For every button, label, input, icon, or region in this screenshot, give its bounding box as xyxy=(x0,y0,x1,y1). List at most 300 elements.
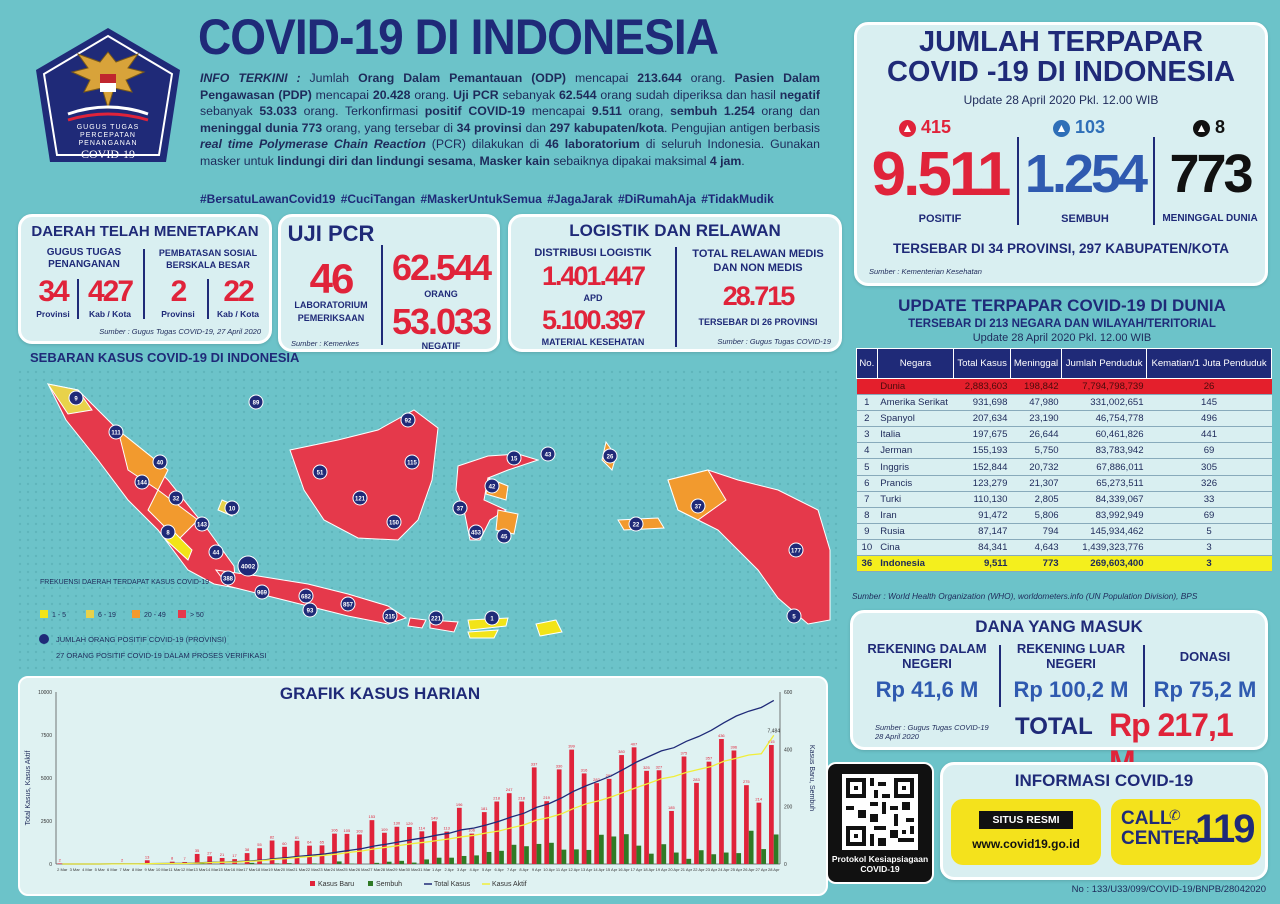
bar-sembuh xyxy=(387,862,392,864)
table-cell: 46,754,778 xyxy=(1062,411,1147,427)
legend-label: 6 - 19 xyxy=(98,612,116,619)
legend-label: 20 - 49 xyxy=(144,612,166,619)
table-cell: 7 xyxy=(857,491,878,507)
y-axis-label-right: Kasus Baru, Sembuh xyxy=(808,744,815,812)
province-dot-label: 26 xyxy=(606,454,614,461)
bar-kasus-baru xyxy=(769,745,774,864)
bar-sembuh xyxy=(624,834,629,864)
table-cell: 145,934,462 xyxy=(1062,523,1147,539)
info-text: orang dan xyxy=(754,104,820,119)
situs-url[interactable]: www.covid19.go.id xyxy=(972,837,1080,851)
x-tick-label: 22 Mar xyxy=(305,867,319,872)
x-tick-label: 5 Apr xyxy=(481,867,492,872)
bar-sembuh xyxy=(636,846,641,864)
province-dot-label: 92 xyxy=(404,418,412,425)
jumlah-spread: TERSEBAR DI 34 PROVINSI, 297 KABUPATEN/KOTA xyxy=(892,241,1230,256)
table-cell: 84,339,067 xyxy=(1062,491,1147,507)
qr-code-icon xyxy=(842,774,918,850)
bar-kasus-baru xyxy=(757,803,762,864)
info-text: sebanyak xyxy=(498,87,559,102)
bar-value-label: 283 xyxy=(693,776,700,782)
province-dot-label: 5 xyxy=(792,614,796,621)
table-cell: 794 xyxy=(1010,523,1061,539)
x-tick-label: 11 Apr xyxy=(555,867,568,872)
x-tick-label: 16 Apr xyxy=(618,867,630,872)
qr-code-card[interactable] xyxy=(826,762,934,884)
bar-value-label: 218 xyxy=(493,795,500,801)
x-tick-label: 24 Mar xyxy=(330,867,344,872)
hashtags: #BersatuLawanCovid19 #CuciTangan #MaskerUntukSemua #JagaJarak #DiRumahAja #TidakMudik xyxy=(200,192,774,206)
bar-kasus-baru xyxy=(245,853,250,864)
pcr-labs-value: 46 xyxy=(309,255,353,302)
logistik-title: LOGISTIK DAN RELAWAN xyxy=(569,221,781,240)
dunia-table xyxy=(856,348,1272,572)
province-dot-label: 93 xyxy=(306,608,314,615)
dana-luar-negeri-value: Rp 100,2 M xyxy=(1013,677,1129,702)
jumlah-terpapar-panel xyxy=(854,22,1268,286)
province-dot-label: 9 xyxy=(74,396,78,403)
y-axis-label-left: Total Kasus, Kasus Aktif xyxy=(25,750,32,826)
daerah-source: Sumber : Gugus Tugas COVID-19, 27 April 2020 xyxy=(99,327,261,336)
y-tick-label-left: 0 xyxy=(49,862,52,868)
bar-value-label: 218 xyxy=(518,795,525,801)
daerah-gugus-kabkota-value: 427 xyxy=(87,275,133,308)
legend-swatch xyxy=(86,610,94,618)
bar-value-label: 55 xyxy=(257,842,262,848)
meninggal-value: 773 xyxy=(1169,144,1251,204)
table-cell: 8 xyxy=(857,507,878,523)
info-kabkota: 297 kabupaten/kota xyxy=(549,120,665,135)
dunia-source: Sumber : World Health Organization (WHO), worldometers.info (UN Population Division), BPS xyxy=(852,591,1198,601)
logistik-relawan-label: TERSEBAR DI 26 PROVINSI xyxy=(698,317,818,327)
pcr-negatif-value: 53.033 xyxy=(391,301,491,342)
info-text: di seluruh Indonesia. Gunakan masker untuk xyxy=(200,137,820,168)
situs-resmi-link[interactable] xyxy=(951,799,1101,865)
table-cell: 331,002,651 xyxy=(1062,395,1147,411)
x-tick-label: 15 Mar xyxy=(218,867,231,872)
info-text: Jumlah xyxy=(300,71,359,85)
table-cell: Italia xyxy=(877,427,954,443)
bar-sembuh xyxy=(499,851,504,864)
bar-sembuh xyxy=(287,863,292,864)
x-tick-label: 17 Apr xyxy=(630,867,643,872)
x-tick-label: 13 Mar xyxy=(193,867,206,872)
province-dot-label: 4002 xyxy=(240,563,256,571)
table-cell: 33 xyxy=(1147,491,1272,507)
legend-swatch xyxy=(368,881,373,886)
province-dot-icon xyxy=(39,634,49,644)
info-terkini-paragraph xyxy=(200,70,820,170)
info-text: dan xyxy=(521,120,550,135)
x-tick-label: 18 Mar xyxy=(255,867,269,872)
x-tick-label: 2 Apr xyxy=(444,867,454,872)
x-tick-label: 4 Mar xyxy=(82,867,93,872)
bar-kasus-baru xyxy=(407,827,412,864)
logo-line4: COVID-19 xyxy=(81,147,135,161)
positif-increase xyxy=(899,117,951,138)
bar-kasus-baru xyxy=(432,821,437,864)
table-cell: 496 xyxy=(1147,411,1272,427)
svg-text:27 ORANG POSITIF COVID-19 DALA: 27 ORANG POSITIF COVID-19 DALAM PROSES VERIFIKASI xyxy=(56,651,267,660)
info-text: orang, xyxy=(621,104,671,119)
bar-kasus-baru xyxy=(694,783,699,864)
x-tick-label: 20 Mar xyxy=(280,867,294,872)
dana-dalam-negeri-label: REKENING DALAM NEGERI xyxy=(867,641,987,671)
daerah-psbb-kabkota-value: 22 xyxy=(223,275,253,308)
map-title: SEBARAN KASUS COVID-19 DI INDONESIA xyxy=(30,350,300,365)
bar-value-label: 130 xyxy=(393,820,401,826)
legend-swatch xyxy=(40,610,48,618)
table-cell: Spanyol xyxy=(877,411,954,427)
informasi-panel xyxy=(940,762,1268,880)
table-cell: Turki xyxy=(877,491,954,507)
x-tick-label: 9 Apr xyxy=(531,867,542,872)
info-text: orang sudah diperiksa dan hasil xyxy=(596,87,780,102)
x-tick-label: 5 Mar xyxy=(94,867,105,872)
table-cell: 9,511 xyxy=(954,556,1011,572)
bar-sembuh xyxy=(274,863,279,864)
logistik-panel xyxy=(508,214,842,352)
x-tick-label: 21 Mar xyxy=(293,867,306,872)
pcr-negatif-label: NEGATIF xyxy=(421,341,461,351)
province-dot-label: 32 xyxy=(172,496,180,503)
info-provinsi: 34 provinsi xyxy=(456,120,522,135)
table-cell: Jerman xyxy=(877,443,954,459)
info-lead: INFO TERKINI : xyxy=(200,71,301,85)
informasi-title: INFORMASI COVID-19 xyxy=(1014,771,1194,790)
x-tick-label: 25 Apr xyxy=(730,867,743,872)
logistik-dist-head: DISTRIBUSI LOGISTIK xyxy=(534,247,652,259)
bar-value-label: 375 xyxy=(680,750,688,756)
x-tick-label: 17 Mar xyxy=(243,867,256,872)
bar-value-label: 13 xyxy=(144,854,150,860)
table-cell: 3 xyxy=(1147,556,1272,572)
x-tick-label: 7 Mar xyxy=(119,867,130,872)
info-lab: 46 laboratorium xyxy=(545,137,640,152)
table-row xyxy=(857,411,1272,427)
bar-sembuh xyxy=(474,855,479,864)
call-number: 119 xyxy=(1195,807,1254,851)
x-tick-label: 31 Mar xyxy=(418,867,431,872)
bar-value-label: 7 xyxy=(183,855,186,861)
bar-value-label: 109 xyxy=(380,826,388,832)
bar-sembuh xyxy=(711,854,716,864)
bar-value-label: 105 xyxy=(343,827,351,833)
legend-swatch xyxy=(178,610,186,618)
meninggal-increase-value: 8 xyxy=(1215,117,1226,137)
bar-sembuh xyxy=(749,831,754,864)
bar-sembuh xyxy=(412,863,417,864)
pcr-orang-label: ORANG xyxy=(424,289,458,299)
call-center-button[interactable] xyxy=(1111,799,1261,865)
province-dot-label: 215 xyxy=(384,614,396,621)
y-tick-label-left: 10000 xyxy=(38,690,52,696)
table-cell: 26 xyxy=(1147,379,1272,395)
daerah-panel xyxy=(18,214,272,344)
table-header: No. xyxy=(857,349,878,379)
province-dot-label: 44 xyxy=(212,550,220,557)
logistik-source: Sumber : Gugus Tugas COVID-19 xyxy=(717,337,831,346)
call-label: CALL xyxy=(1121,808,1172,829)
info-text: mencapai xyxy=(311,87,373,102)
table-cell: 60,461,826 xyxy=(1062,427,1147,443)
table-cell: 6 xyxy=(857,475,878,491)
line-total-kasus xyxy=(62,700,774,864)
x-tick-label: 12 Apr xyxy=(568,867,580,872)
x-tick-label: 3 Mar xyxy=(69,867,80,872)
bar-sembuh xyxy=(537,844,542,864)
bar-value-label: 21 xyxy=(219,851,225,857)
bar-sembuh xyxy=(399,861,404,864)
logistik-relawan-head: TOTAL RELAWAN MEDIS DAN NON MEDIS xyxy=(692,248,824,274)
table-row xyxy=(857,395,1272,411)
table-cell: 2,883,603 xyxy=(954,379,1011,395)
bar-kasus-baru xyxy=(719,739,724,864)
jumlah-title-line2: COVID -19 DI INDONESIA xyxy=(886,56,1236,88)
bar-kasus-baru xyxy=(220,858,225,864)
bar-value-label: 399 xyxy=(568,743,575,749)
table-cell: 931,698 xyxy=(954,395,1011,411)
bar-value-label: 2 xyxy=(121,857,124,863)
bar-kasus-baru xyxy=(557,769,562,864)
table-cell: 2,805 xyxy=(1010,491,1061,507)
bar-kasus-baru xyxy=(707,762,712,864)
info-text: mencapai xyxy=(566,71,638,85)
bar-value-label: 64 xyxy=(307,839,312,845)
bar-value-label: 27 xyxy=(207,850,212,856)
province-dot-label: 150 xyxy=(388,520,400,527)
document-number: No : 133/U33/099/COVID-19/BNPB/28042020 xyxy=(1071,884,1266,895)
bar-kasus-baru xyxy=(594,783,599,864)
table-cell: Cina xyxy=(877,539,954,555)
table-cell: 65,273,511 xyxy=(1062,475,1147,491)
bar-value-label: 106 xyxy=(331,827,338,833)
x-tick-label: 15 Apr xyxy=(605,867,618,872)
bar-sembuh xyxy=(312,863,317,864)
table-cell: Dunia xyxy=(877,379,954,395)
table-cell: 155,193 xyxy=(954,443,1011,459)
bar-sembuh xyxy=(249,863,254,864)
table-cell: 197,675 xyxy=(954,427,1011,443)
bar-kasus-baru xyxy=(732,750,737,864)
bar-sembuh xyxy=(424,859,429,864)
province-dot-label: 453 xyxy=(470,530,482,537)
bar-value-label: 106 xyxy=(468,827,476,833)
pcr-diperiksa-value: 62.544 xyxy=(391,247,491,288)
bar-kasus-baru xyxy=(57,863,62,864)
meninggal-label: MENINGGAL DUNIA xyxy=(1162,213,1258,224)
up-arrow-icon: ▲ xyxy=(899,120,916,137)
province-dot-label: 143 xyxy=(196,522,208,529)
bar-kasus-baru xyxy=(669,811,674,864)
table-cell: Amerika Serikat xyxy=(877,395,954,411)
bar-kasus-baru xyxy=(419,831,424,864)
table-cell: 10 xyxy=(857,539,878,555)
bar-kasus-baru xyxy=(270,840,275,864)
line-kasus-aktif xyxy=(62,735,774,864)
table-cell: 152,844 xyxy=(954,459,1011,475)
bar-value-label: 103 xyxy=(355,828,363,834)
jumlah-update: Update 28 April 2020 Pkl. 12.00 WIB xyxy=(963,93,1159,107)
bar-sembuh xyxy=(649,854,654,864)
daerah-l4: Kab / Kota xyxy=(216,309,260,319)
x-tick-label: 14 Mar xyxy=(205,867,219,872)
table-cell: 23,190 xyxy=(1010,411,1061,427)
bar-value-label: 297 xyxy=(605,772,613,778)
bar-value-label: 330 xyxy=(555,763,563,769)
chart-svg xyxy=(20,678,826,894)
province-dot-label: 177 xyxy=(790,548,802,555)
province-dot-label: 45 xyxy=(500,534,508,541)
bar-kasus-baru xyxy=(532,767,537,864)
x-tick-label: 2 Mar xyxy=(57,867,68,872)
dana-donasi-value: Rp 75,2 M xyxy=(1153,677,1257,702)
bar-value-label: 113 xyxy=(443,825,450,831)
bar-value-label: 2 xyxy=(58,857,61,863)
bar-value-label: 129 xyxy=(405,821,413,827)
info-text: sebanyak xyxy=(200,104,260,119)
table-cell: 198,842 xyxy=(1010,379,1061,395)
x-tick-label: 28 Apr xyxy=(767,867,780,872)
x-tick-label: 16 Mar xyxy=(230,867,244,872)
x-tick-label: 6 Apr xyxy=(494,867,504,872)
x-tick-label: 23 Mar xyxy=(318,867,331,872)
table-cell: 5,806 xyxy=(1010,507,1061,523)
aktif-last-label: 7,484 xyxy=(767,728,781,735)
info-positif-value: 9.511 xyxy=(591,104,622,119)
bar-value-label: 327 xyxy=(655,764,663,770)
call-center-text xyxy=(1121,809,1199,849)
info-pcr-value: 62.544 xyxy=(558,87,597,102)
center-label: CENTER xyxy=(1121,828,1200,849)
positif-value: 9.511 xyxy=(871,140,1009,209)
table-row xyxy=(857,475,1272,491)
table-cell: Prancis xyxy=(877,475,954,491)
up-arrow-icon: ▲ xyxy=(1193,120,1210,137)
logo-line2: PERCEPATAN xyxy=(80,132,136,139)
info-sembuh: sembuh 1.254 xyxy=(670,104,755,119)
table-cell: 84,341 xyxy=(954,539,1011,555)
bar-value-label: 380 xyxy=(618,749,625,755)
meninggal-increase xyxy=(1193,117,1225,138)
bar-value-label: 60 xyxy=(282,840,287,846)
info-positif: positif COVID-19 xyxy=(424,104,526,119)
info-jam: 4 jam xyxy=(709,153,742,168)
bar-sembuh xyxy=(724,853,729,864)
dunia-subtitle: TERSEBAR DI 213 NEGARA DAN WILAYAH/TERITORIAL xyxy=(908,318,1216,330)
bar-value-label: 337 xyxy=(530,761,538,767)
table-cell: Rusia xyxy=(877,523,954,539)
logistik-apd-value: 1.401.447 xyxy=(541,261,645,291)
bar-sembuh xyxy=(449,858,454,864)
daerah-gugus-provinsi-value: 34 xyxy=(38,275,68,308)
table-row xyxy=(857,379,1272,395)
logo-line1: GUGUS TUGAS xyxy=(76,124,140,131)
bar-kasus-baru xyxy=(657,770,662,864)
bar-sembuh xyxy=(661,844,666,864)
province-dot-label: 15 xyxy=(510,456,518,463)
dana-source: Sumber : Gugus Tugas COVID-19 28 April 2020 xyxy=(875,723,989,741)
province-dot-label: 40 xyxy=(156,460,164,467)
table-header: Total Kasus xyxy=(954,349,1011,379)
bar-sembuh xyxy=(574,849,579,864)
bar-sembuh xyxy=(549,843,554,864)
info-text: orang, yang tersebar di xyxy=(322,120,457,135)
province-dot-label: 43 xyxy=(544,452,552,459)
province-dot-label: 1 xyxy=(490,616,494,623)
positif-increase-value: 415 xyxy=(921,117,952,137)
info-text: mencapai xyxy=(525,104,592,119)
table-cell: 21,307 xyxy=(1010,475,1061,491)
bar-value-label: 153 xyxy=(368,814,376,820)
table-header: Negara xyxy=(877,349,954,379)
legend-label: Kasus Baru xyxy=(318,881,355,888)
bar-value-label: 436 xyxy=(717,733,725,739)
province-dot-label: 115 xyxy=(407,460,417,467)
dana-dalam-negeri-value: Rp 41,6 M xyxy=(875,677,979,702)
info-text: . Pengujian antigen berbasis xyxy=(664,120,820,135)
daerah-psbb-provinsi-value: 2 xyxy=(170,275,186,308)
y-tick-label-left: 2500 xyxy=(40,819,52,825)
info-meninggal: meninggal dunia 773 xyxy=(200,120,323,135)
province-dot-label: 37 xyxy=(694,504,702,511)
province-dot-label: 111 xyxy=(111,430,121,437)
bar-kasus-baru xyxy=(332,834,337,864)
legend-label: > 50 xyxy=(190,612,204,619)
bar-value-label: 325 xyxy=(643,764,650,770)
sembuh-block xyxy=(1019,117,1151,227)
bar-sembuh xyxy=(462,856,467,864)
x-tick-label: 21 Apr xyxy=(680,867,693,872)
info-text: orang. xyxy=(410,87,454,102)
bar-value-label: 149 xyxy=(430,815,438,821)
logistik-apd-label: APD xyxy=(583,293,603,303)
province-dot-label: 144 xyxy=(136,480,148,487)
bar-value-label: 38 xyxy=(244,847,250,853)
pcr-title: UJI PCR xyxy=(287,221,375,246)
table-cell: 3 xyxy=(857,427,878,443)
legend-swatch xyxy=(310,881,315,886)
bar-sembuh xyxy=(374,863,379,864)
province-dot-label: 682 xyxy=(300,594,312,601)
bar-value-label: 316 xyxy=(580,767,588,773)
uji-pcr-panel xyxy=(278,214,500,352)
bar-sembuh xyxy=(512,845,517,864)
bar-value-label: 181 xyxy=(480,806,488,812)
x-tick-label: 4 Apr xyxy=(469,867,479,872)
x-tick-label: 12 Mar xyxy=(180,867,194,872)
daerah-title: DAERAH TELAH MENETAPKAN xyxy=(31,223,259,240)
phone-icon: ✆ xyxy=(1169,807,1181,823)
x-tick-label: 13 Apr xyxy=(580,867,593,872)
legend-label: Total Kasus xyxy=(434,881,471,888)
info-negatif: negatif xyxy=(779,87,820,102)
table-cell: 67,886,011 xyxy=(1062,459,1147,475)
logistik-material-label: MATERIAL KESEHATAN xyxy=(541,337,645,347)
province-dot-label: 221 xyxy=(430,616,442,623)
table-cell: 9 xyxy=(857,523,878,539)
chart-title: GRAFIK KASUS HARIAN xyxy=(279,684,481,703)
bar-value-label: 8 xyxy=(170,855,174,861)
daerah-gugus-head: GUGUS TUGAS PENANGANAN xyxy=(46,247,122,270)
table-cell: 145 xyxy=(1147,395,1272,411)
bar-value-label: 247 xyxy=(505,787,513,793)
x-tick-label: 9 Mar xyxy=(144,867,155,872)
bar-kasus-baru xyxy=(519,802,524,864)
province-dot-label: 22 xyxy=(632,522,640,529)
pcr-labs-label: LABORATORIUM PEMERIKSAAN xyxy=(294,300,368,323)
bar-sembuh xyxy=(599,835,604,864)
